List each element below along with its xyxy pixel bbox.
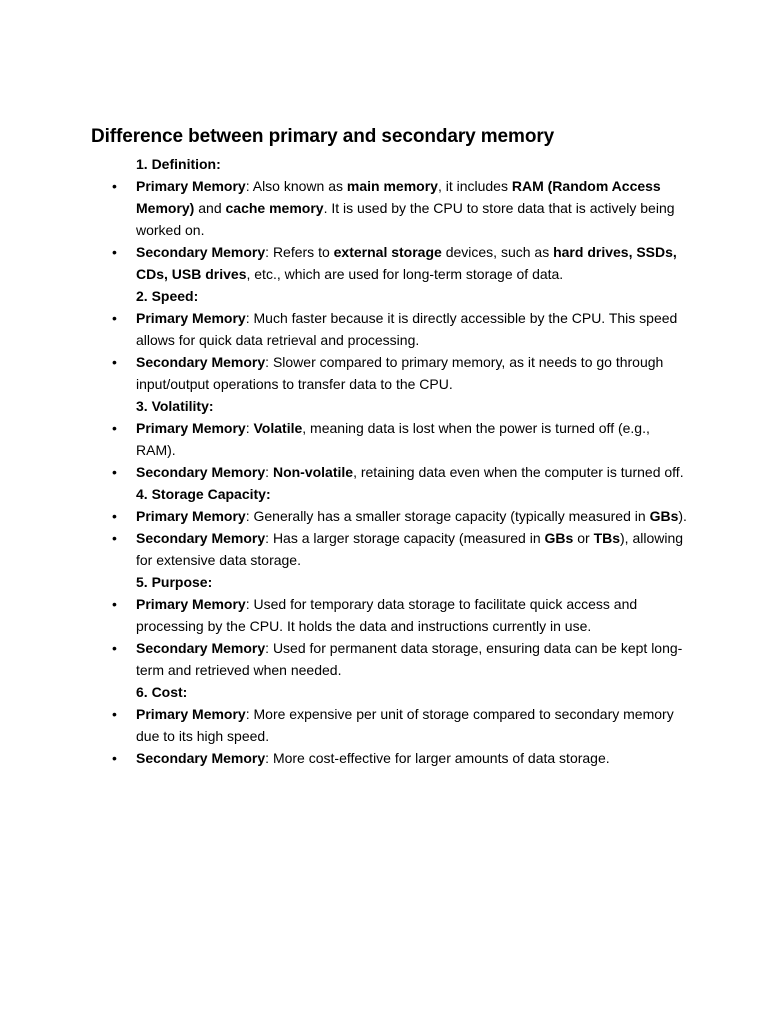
bold-text: Volatile	[253, 420, 303, 436]
list-item	[91, 417, 691, 461]
list-item	[91, 527, 691, 571]
bullet-list	[91, 175, 691, 285]
bullet-icon: •	[112, 750, 117, 766]
bold-text: TBs	[593, 530, 621, 546]
bold-text: Primary Memory	[136, 420, 246, 436]
text-run: : More expensive per unit of storage compared to secondary memory due to its high speed.	[136, 706, 674, 744]
bullet-icon: •	[112, 596, 117, 612]
bold-text: Primary Memory	[136, 178, 246, 194]
bullet-list	[91, 307, 691, 395]
bold-text: GBs	[649, 508, 679, 524]
bullet-icon: •	[112, 706, 117, 722]
bold-text: RAM (Random Access Memory)	[136, 178, 661, 216]
text-run: : Slower compared to primary memory, as it needs to go through input/output operations to transfer data to the CPU.	[136, 354, 664, 392]
list-item	[91, 703, 691, 747]
page-title: Difference between primary and secondary memory	[91, 126, 555, 147]
list-item	[91, 461, 691, 483]
section-heading: 1. Definition:	[136, 156, 221, 172]
bold-text: hard drives, SSDs, CDs, USB drives	[136, 244, 677, 282]
bold-text: Secondary Memory	[136, 464, 266, 480]
text-run: or	[573, 530, 594, 546]
section-heading: 3. Volatility:	[136, 398, 214, 414]
bold-text: Secondary Memory	[136, 750, 266, 766]
list-item	[91, 241, 691, 285]
bullet-icon: •	[112, 530, 117, 546]
text-run: : Has a larger storage capacity (measured in	[265, 530, 545, 546]
text-run: and	[194, 200, 226, 216]
text-run: ), allowing for extensive data storage.	[136, 530, 684, 568]
bold-text: main memory	[346, 178, 438, 194]
bold-text: Primary Memory	[136, 310, 246, 326]
text-run: , it includes	[437, 178, 512, 194]
bullet-icon: •	[112, 640, 117, 656]
text-run: , retaining data even when the computer is turned off.	[353, 464, 684, 480]
bold-text: Secondary Memory	[136, 354, 266, 370]
bullet-icon: •	[112, 178, 117, 194]
bullet-icon: •	[112, 464, 117, 480]
text-run: : Refers to	[265, 244, 334, 260]
section-heading: 6. Cost:	[136, 684, 188, 700]
bold-text: Primary Memory	[136, 706, 246, 722]
list-item	[91, 351, 691, 395]
section-heading: 5. Purpose:	[136, 574, 213, 590]
text-run: : More cost-effective for larger amounts of data storage.	[265, 750, 610, 766]
list-item	[91, 747, 691, 769]
text-run: : Much faster because it is directly accessible by the CPU. This speed allows for quick data retrieval and processing.	[136, 310, 678, 348]
bullet-icon: •	[112, 354, 117, 370]
document-body	[91, 124, 691, 769]
bold-text: Primary Memory	[136, 508, 246, 524]
list-item	[91, 505, 691, 527]
bold-text: cache memory	[225, 200, 324, 216]
bullet-icon: •	[112, 244, 117, 260]
bullet-list	[91, 703, 691, 769]
text-run: . It is used by the CPU to store data that is actively being worked on.	[136, 200, 675, 238]
text-run: :	[245, 420, 254, 436]
list-item	[91, 593, 691, 637]
bold-text: Secondary Memory	[136, 530, 266, 546]
bold-text: Secondary Memory	[136, 244, 266, 260]
sections-container	[91, 153, 691, 769]
bullet-list	[91, 593, 691, 681]
text-run: : Generally has a smaller storage capacity (typically measured in	[245, 508, 650, 524]
bullet-list	[91, 417, 691, 483]
text-run: :	[265, 464, 273, 480]
text-run: , etc., which are used for long-term storage of data.	[246, 266, 564, 282]
list-item	[91, 175, 691, 241]
text-run: devices, such as	[441, 244, 554, 260]
list-item	[91, 307, 691, 351]
list-item	[91, 637, 691, 681]
bold-text: Secondary Memory	[136, 640, 266, 656]
bold-text: external storage	[333, 244, 442, 260]
section-heading: 4. Storage Capacity:	[136, 486, 271, 502]
text-run: : Used for permanent data storage, ensuring data can be kept long-term and retrieved when needed.	[136, 640, 683, 678]
bold-text: GBs	[544, 530, 574, 546]
bullet-icon: •	[112, 508, 117, 524]
bullet-icon: •	[112, 310, 117, 326]
bold-text: Primary Memory	[136, 596, 246, 612]
bold-text: Non-volatile	[272, 464, 354, 480]
bullet-icon: •	[112, 420, 117, 436]
text-run: : Also known as	[245, 178, 347, 194]
text-run: , meaning data is lost when the power is turned off (e.g., RAM).	[136, 420, 650, 458]
text-run: : Used for temporary data storage to facilitate quick access and processing by the CPU. It holds the data and instructions currently in use.	[136, 596, 638, 634]
text-run: ).	[678, 508, 687, 524]
section-heading: 2. Speed:	[136, 288, 199, 304]
bullet-list	[91, 505, 691, 571]
